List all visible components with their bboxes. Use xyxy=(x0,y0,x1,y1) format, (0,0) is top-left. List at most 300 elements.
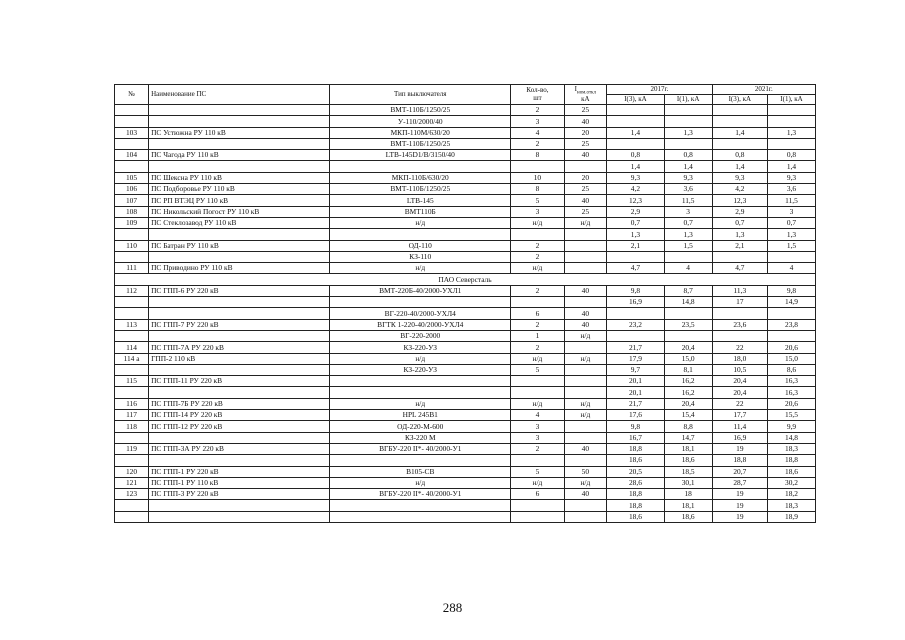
i3-2017-cell: 20,1 xyxy=(607,387,665,398)
i1-2017-cell xyxy=(664,105,712,116)
i3-2021-cell: 4,2 xyxy=(712,184,767,195)
row-no-cell: 110 xyxy=(115,240,149,251)
row-name-cell: ПС ГПП-7Б РУ 220 кВ xyxy=(149,398,330,409)
i1-2021-cell: 11,5 xyxy=(768,195,816,206)
i1-2021-cell: 16,3 xyxy=(768,387,816,398)
inom-cell: н/д xyxy=(564,410,607,421)
table-row xyxy=(115,251,816,262)
i1-2021-cell: 8,6 xyxy=(768,364,816,375)
i3-2021-cell: 12,3 xyxy=(712,195,767,206)
document-page xyxy=(114,84,816,523)
i3-2017-cell: 17,6 xyxy=(607,410,665,421)
table-row xyxy=(115,161,816,172)
i1-2021-cell: 18,9 xyxy=(768,511,816,522)
inom-cell xyxy=(564,500,607,511)
qty-cell: 2 xyxy=(511,285,564,296)
row-name-cell xyxy=(149,330,330,341)
i3-2021-cell: 11,4 xyxy=(712,421,767,432)
table-row xyxy=(115,263,816,274)
qty-cell: 3 xyxy=(511,432,564,443)
row-no-cell: 123 xyxy=(115,489,149,500)
table-body xyxy=(115,105,816,523)
row-name-cell: ПС ГПП-7 РУ 220 кВ xyxy=(149,319,330,330)
i3-2021-cell xyxy=(712,138,767,149)
i3-2017-cell xyxy=(607,330,665,341)
i1-2017-cell: 1,5 xyxy=(664,240,712,251)
row-no-cell: 106 xyxy=(115,184,149,195)
breaker-type-cell: ВГБУ-220 II*- 40/2000-У1 xyxy=(330,443,511,454)
i3-2021-cell xyxy=(712,251,767,262)
qty-cell: 3 xyxy=(511,206,564,217)
table-row xyxy=(115,342,816,353)
i3-2017-cell: 18,6 xyxy=(607,455,665,466)
i3-2021-cell: 0,8 xyxy=(712,150,767,161)
qty-cell: 5 xyxy=(511,195,564,206)
row-no-cell xyxy=(115,330,149,341)
i3-2017-cell: 9,8 xyxy=(607,421,665,432)
qty-cell xyxy=(511,500,564,511)
i3-2017-cell: 12,3 xyxy=(607,195,665,206)
i3-2017-cell: 4,2 xyxy=(607,184,665,195)
inom-unit: кА xyxy=(581,94,590,103)
table-row xyxy=(115,319,816,330)
row-no-cell: 103 xyxy=(115,127,149,138)
i3-2017-cell: 18,8 xyxy=(607,489,665,500)
i1-2017-cell: 20,4 xyxy=(664,342,712,353)
i3-2021-cell: 20,4 xyxy=(712,387,767,398)
row-name-cell: ПС ГПП-1 РУ 110 кВ xyxy=(149,477,330,488)
row-name-cell: ГПП-2 110 кВ xyxy=(149,353,330,364)
row-no-cell xyxy=(115,387,149,398)
breaker-type-cell: н/д xyxy=(330,217,511,228)
table-row xyxy=(115,150,816,161)
breaker-table xyxy=(114,84,816,523)
table-row xyxy=(115,500,816,511)
row-name-cell xyxy=(149,455,330,466)
i3-2017-cell xyxy=(607,251,665,262)
qty-cell xyxy=(511,387,564,398)
i1-2017-cell: 8,7 xyxy=(664,285,712,296)
i3-2017-cell: 2,1 xyxy=(607,240,665,251)
inom-cell: н/д xyxy=(564,330,607,341)
i1-2017-cell: 15,4 xyxy=(664,410,712,421)
inom-cell xyxy=(564,421,607,432)
table-row xyxy=(115,421,816,432)
table-row xyxy=(115,376,816,387)
i1-2017-cell: 18,6 xyxy=(664,455,712,466)
row-no-cell: 120 xyxy=(115,466,149,477)
breaker-type-cell: ОД-220-М-600 xyxy=(330,421,511,432)
i1-2021-cell: 1,5 xyxy=(768,240,816,251)
inom-cell xyxy=(564,297,607,308)
row-name-cell xyxy=(149,297,330,308)
i3-2017-cell: 21,7 xyxy=(607,398,665,409)
i1-2021-cell: 18,3 xyxy=(768,500,816,511)
i1-2017-cell: 3,6 xyxy=(664,184,712,195)
inom-cell xyxy=(564,511,607,522)
breaker-type-cell: ОД-110 xyxy=(330,240,511,251)
inom-cell: 40 xyxy=(564,195,607,206)
breaker-type-cell xyxy=(330,297,511,308)
i1-2017-cell: 8,8 xyxy=(664,421,712,432)
col-header-2017: 2017г. xyxy=(607,85,712,95)
i1-2017-cell: 20,4 xyxy=(664,398,712,409)
qty-cell: н/д xyxy=(511,398,564,409)
i3-2021-cell: 22 xyxy=(712,342,767,353)
inom-cell: 25 xyxy=(564,138,607,149)
breaker-type-cell: У-110/2000/40 xyxy=(330,116,511,127)
i1-2021-cell: 4 xyxy=(768,263,816,274)
breaker-type-cell: КЗ-220-УЗ xyxy=(330,342,511,353)
i1-2021-cell xyxy=(768,105,816,116)
i3-2021-cell: 20,4 xyxy=(712,376,767,387)
i3-2021-cell xyxy=(712,330,767,341)
row-no-cell xyxy=(115,308,149,319)
qty-cell: 2 xyxy=(511,138,564,149)
inom-cell: 25 xyxy=(564,184,607,195)
inom-cell: н/д xyxy=(564,477,607,488)
breaker-type-cell: ВМТ-110Б/1250/25 xyxy=(330,184,511,195)
row-name-cell: ПС ГПП-6 РУ 220 кВ xyxy=(149,285,330,296)
row-name-cell: ПС Чагода РУ 110 кВ xyxy=(149,150,330,161)
inom-cell: 40 xyxy=(564,150,607,161)
i1-2017-cell: 18,5 xyxy=(664,466,712,477)
table-row xyxy=(115,511,816,522)
row-no-cell: 116 xyxy=(115,398,149,409)
inom-cell: 40 xyxy=(564,285,607,296)
i1-2021-cell xyxy=(768,138,816,149)
i3-2017-cell: 1,4 xyxy=(607,127,665,138)
row-no-cell: 118 xyxy=(115,421,149,432)
i1-2017-cell: 3 xyxy=(664,206,712,217)
i1-2017-cell: 9,3 xyxy=(664,172,712,183)
qty-cell: 4 xyxy=(511,127,564,138)
i1-2017-cell: 16,2 xyxy=(664,376,712,387)
section-title: ПАО Северсталь xyxy=(115,274,816,285)
col-header-qty xyxy=(511,85,564,105)
inom-cell xyxy=(564,387,607,398)
breaker-type-cell: н/д xyxy=(330,353,511,364)
i3-2017-cell: 20,1 xyxy=(607,376,665,387)
i3-2017-cell: 21,7 xyxy=(607,342,665,353)
breaker-type-cell: МКП-110М/630/20 xyxy=(330,127,511,138)
row-no-cell: 119 xyxy=(115,443,149,454)
table-row xyxy=(115,285,816,296)
row-name-cell: ПС ГПП-12 РУ 220 кВ xyxy=(149,421,330,432)
i1-2017-cell xyxy=(664,308,712,319)
row-name-cell xyxy=(149,308,330,319)
i1-2021-cell: 3 xyxy=(768,206,816,217)
breaker-type-cell: КЗ-110 xyxy=(330,251,511,262)
i1-2017-cell: 1,4 xyxy=(664,161,712,172)
inom-cell xyxy=(564,240,607,251)
i3-2017-cell: 28,6 xyxy=(607,477,665,488)
table-row xyxy=(115,308,816,319)
breaker-type-cell: LTB-145D1/B/3150/40 xyxy=(330,150,511,161)
i1-2017-cell: 18,1 xyxy=(664,500,712,511)
table-row xyxy=(115,489,816,500)
i1-2021-cell: 14,8 xyxy=(768,432,816,443)
inom-cell: 20 xyxy=(564,127,607,138)
row-name-cell xyxy=(149,511,330,522)
i1-2017-cell: 11,5 xyxy=(664,195,712,206)
row-no-cell xyxy=(115,161,149,172)
breaker-type-cell: ВМТ-110Б/1250/25 xyxy=(330,138,511,149)
row-no-cell: 108 xyxy=(115,206,149,217)
i3-2017-cell xyxy=(607,116,665,127)
table-row xyxy=(115,116,816,127)
row-no-cell: 105 xyxy=(115,172,149,183)
row-no-cell xyxy=(115,229,149,240)
row-no-cell: 115 xyxy=(115,376,149,387)
breaker-type-cell xyxy=(330,161,511,172)
table-row xyxy=(115,410,816,421)
qty-cell: 8 xyxy=(511,150,564,161)
i1-2017-cell: 14,8 xyxy=(664,297,712,308)
table-row xyxy=(115,105,816,116)
i3-2017-cell: 23,2 xyxy=(607,319,665,330)
i3-2017-cell: 18,6 xyxy=(607,511,665,522)
row-no-cell: 109 xyxy=(115,217,149,228)
i3-2017-cell: 0,8 xyxy=(607,150,665,161)
i1-2017-cell: 0,7 xyxy=(664,217,712,228)
table-row xyxy=(115,398,816,409)
i1-2017-cell: 14,7 xyxy=(664,432,712,443)
i3-2017-cell: 4,7 xyxy=(607,263,665,274)
i3-2017-cell: 9,7 xyxy=(607,364,665,375)
inom-cell: 25 xyxy=(564,206,607,217)
inom-cell: 25 xyxy=(564,105,607,116)
i3-2017-cell: 0,7 xyxy=(607,217,665,228)
i1-2017-cell: 18,6 xyxy=(664,511,712,522)
qty-cell: 2 xyxy=(511,240,564,251)
i3-2021-cell: 1,4 xyxy=(712,161,767,172)
qty-cell: 8 xyxy=(511,184,564,195)
inom-cell: 50 xyxy=(564,466,607,477)
i3-2021-cell: 28,7 xyxy=(712,477,767,488)
table-row xyxy=(115,229,816,240)
i1-2017-cell: 15,0 xyxy=(664,353,712,364)
row-no-cell: 114 а xyxy=(115,353,149,364)
i1-2021-cell: 0,7 xyxy=(768,217,816,228)
i3-2021-cell: 1,4 xyxy=(712,127,767,138)
i3-2017-cell: 1,4 xyxy=(607,161,665,172)
qty-cell xyxy=(511,511,564,522)
table-row xyxy=(115,195,816,206)
i1-2021-cell: 18,2 xyxy=(768,489,816,500)
row-name-cell: ПС Батран РУ 110 кВ xyxy=(149,240,330,251)
table-row xyxy=(115,353,816,364)
i3-2021-cell: 16,9 xyxy=(712,432,767,443)
table-row xyxy=(115,240,816,251)
qty-cell xyxy=(511,455,564,466)
breaker-type-cell: LTB-145 xyxy=(330,195,511,206)
qty-cell: 2 xyxy=(511,342,564,353)
inom-cell xyxy=(564,432,607,443)
i1-2021-cell: 1,3 xyxy=(768,229,816,240)
row-no-cell xyxy=(115,297,149,308)
inom-cell: 40 xyxy=(564,489,607,500)
breaker-type-cell: н/д xyxy=(330,398,511,409)
qty-cell: 2 xyxy=(511,443,564,454)
i3-2021-cell: 1,3 xyxy=(712,229,767,240)
qty-cell: н/д xyxy=(511,217,564,228)
col-header-2021-i1: I(1), кА xyxy=(768,95,816,105)
row-no-cell xyxy=(115,251,149,262)
i3-2021-cell: 19 xyxy=(712,500,767,511)
table-row xyxy=(115,432,816,443)
row-name-cell: ПС ГПП-1 РУ 220 кВ xyxy=(149,466,330,477)
row-name-cell: ПС ГПП-3А РУ 220 кВ xyxy=(149,443,330,454)
row-name-cell xyxy=(149,161,330,172)
page-number: 288 xyxy=(442,600,463,615)
i1-2021-cell: 9,9 xyxy=(768,421,816,432)
i3-2021-cell: 0,7 xyxy=(712,217,767,228)
i1-2021-cell: 0,8 xyxy=(768,150,816,161)
i3-2021-cell xyxy=(712,116,767,127)
i1-2017-cell: 18 xyxy=(664,489,712,500)
row-no-cell: 104 xyxy=(115,150,149,161)
col-header-2021-i3: I(3), кА xyxy=(712,95,767,105)
i1-2021-cell: 15,0 xyxy=(768,353,816,364)
breaker-type-cell: ВГТК 1-220-40/2000-УХЛ4 xyxy=(330,319,511,330)
i3-2017-cell: 16,7 xyxy=(607,432,665,443)
breaker-type-cell: ВГ-220-40/2000-УХЛ4 xyxy=(330,308,511,319)
breaker-type-cell: HPL 245B1 xyxy=(330,410,511,421)
row-no-cell: 121 xyxy=(115,477,149,488)
i3-2017-cell: 9,8 xyxy=(607,285,665,296)
i1-2017-cell xyxy=(664,251,712,262)
i3-2021-cell: 9,3 xyxy=(712,172,767,183)
i1-2021-cell: 23,8 xyxy=(768,319,816,330)
row-no-cell xyxy=(115,105,149,116)
i1-2021-cell: 9,3 xyxy=(768,172,816,183)
i3-2021-cell: 19 xyxy=(712,489,767,500)
i3-2017-cell: 9,3 xyxy=(607,172,665,183)
row-name-cell xyxy=(149,387,330,398)
row-no-cell xyxy=(115,432,149,443)
row-no-cell: 107 xyxy=(115,195,149,206)
i3-2021-cell: 23,6 xyxy=(712,319,767,330)
row-name-cell: ПС ГПП-14 РУ 220 кВ xyxy=(149,410,330,421)
inom-cell xyxy=(564,161,607,172)
breaker-type-cell: ВГ-220-2000 xyxy=(330,330,511,341)
inom-cell xyxy=(564,455,607,466)
i3-2021-cell: 19 xyxy=(712,443,767,454)
i1-2021-cell: 16,3 xyxy=(768,376,816,387)
table-row xyxy=(115,217,816,228)
i3-2021-cell xyxy=(712,308,767,319)
row-no-cell xyxy=(115,511,149,522)
col-header-2017-i1: I(1), кА xyxy=(664,95,712,105)
row-name-cell: ПС Приводино РУ 110 кВ xyxy=(149,263,330,274)
qty-cell: н/д xyxy=(511,477,564,488)
i1-2021-cell xyxy=(768,116,816,127)
inom-cell: 20 xyxy=(564,172,607,183)
i3-2021-cell: 10,5 xyxy=(712,364,767,375)
i3-2021-cell: 19 xyxy=(712,511,767,522)
row-name-cell xyxy=(149,500,330,511)
table-row xyxy=(115,297,816,308)
i1-2017-cell: 1,3 xyxy=(664,229,712,240)
table-row xyxy=(115,477,816,488)
i1-2021-cell: 1,4 xyxy=(768,161,816,172)
row-name-cell: ПС ГПП-3 РУ 220 кВ xyxy=(149,489,330,500)
i1-2021-cell: 18,3 xyxy=(768,443,816,454)
col-header-type: Тип выключателя xyxy=(330,85,511,105)
inom-cell xyxy=(564,376,607,387)
inom-cell xyxy=(564,364,607,375)
qty-cell xyxy=(511,297,564,308)
row-name-cell: ПС РП ВТЭЦ РУ 110 кВ xyxy=(149,195,330,206)
breaker-type-cell: ВГБУ-220 II*- 40/2000-У1 xyxy=(330,489,511,500)
i3-2017-cell: 20,5 xyxy=(607,466,665,477)
breaker-type-cell: В105-СВ xyxy=(330,466,511,477)
i1-2017-cell xyxy=(664,138,712,149)
i3-2021-cell xyxy=(712,105,767,116)
qty-cell xyxy=(511,376,564,387)
i3-2021-cell: 18,8 xyxy=(712,455,767,466)
i1-2017-cell: 1,3 xyxy=(664,127,712,138)
i1-2017-cell: 30,1 xyxy=(664,477,712,488)
qty-cell: 10 xyxy=(511,172,564,183)
row-name-cell xyxy=(149,364,330,375)
i1-2017-cell xyxy=(664,330,712,341)
i3-2017-cell: 2,9 xyxy=(607,206,665,217)
table-row xyxy=(115,364,816,375)
col-header-2021: 2021г. xyxy=(712,85,815,95)
row-no-cell xyxy=(115,455,149,466)
qty-cell: 2 xyxy=(511,105,564,116)
qty-label-line2: шт xyxy=(533,93,542,102)
i1-2017-cell xyxy=(664,116,712,127)
i1-2021-cell: 14,9 xyxy=(768,297,816,308)
col-header-no: № xyxy=(115,85,149,105)
row-no-cell: 112 xyxy=(115,285,149,296)
inom-cell: н/д xyxy=(564,353,607,364)
i1-2021-cell xyxy=(768,251,816,262)
row-name-cell xyxy=(149,251,330,262)
row-name-cell: ПС ГПП-11 РУ 220 кВ xyxy=(149,376,330,387)
i3-2021-cell: 11,3 xyxy=(712,285,767,296)
inom-label: I xyxy=(574,85,578,93)
table-row xyxy=(115,455,816,466)
i1-2021-cell: 15,5 xyxy=(768,410,816,421)
row-name-cell xyxy=(149,105,330,116)
row-name-cell: ПС ГПП-7А РУ 220 кВ xyxy=(149,342,330,353)
table-row xyxy=(115,172,816,183)
qty-cell: н/д xyxy=(511,353,564,364)
row-name-cell xyxy=(149,116,330,127)
qty-cell: 3 xyxy=(511,116,564,127)
i3-2017-cell: 17,9 xyxy=(607,353,665,364)
breaker-type-cell: КЗ-220-УЗ xyxy=(330,364,511,375)
i3-2021-cell: 20,7 xyxy=(712,466,767,477)
i3-2017-cell: 18,8 xyxy=(607,500,665,511)
i1-2017-cell: 0,8 xyxy=(664,150,712,161)
col-header-inom xyxy=(564,85,607,105)
qty-cell: 4 xyxy=(511,410,564,421)
i1-2017-cell: 8,1 xyxy=(664,364,712,375)
i3-2021-cell: 18,0 xyxy=(712,353,767,364)
inom-cell: 40 xyxy=(564,443,607,454)
row-no-cell: 113 xyxy=(115,319,149,330)
row-name-cell: ПС Устюжна РУ 110 кВ xyxy=(149,127,330,138)
table-row xyxy=(115,387,816,398)
inom-cell xyxy=(564,251,607,262)
i3-2017-cell xyxy=(607,138,665,149)
breaker-type-cell xyxy=(330,511,511,522)
